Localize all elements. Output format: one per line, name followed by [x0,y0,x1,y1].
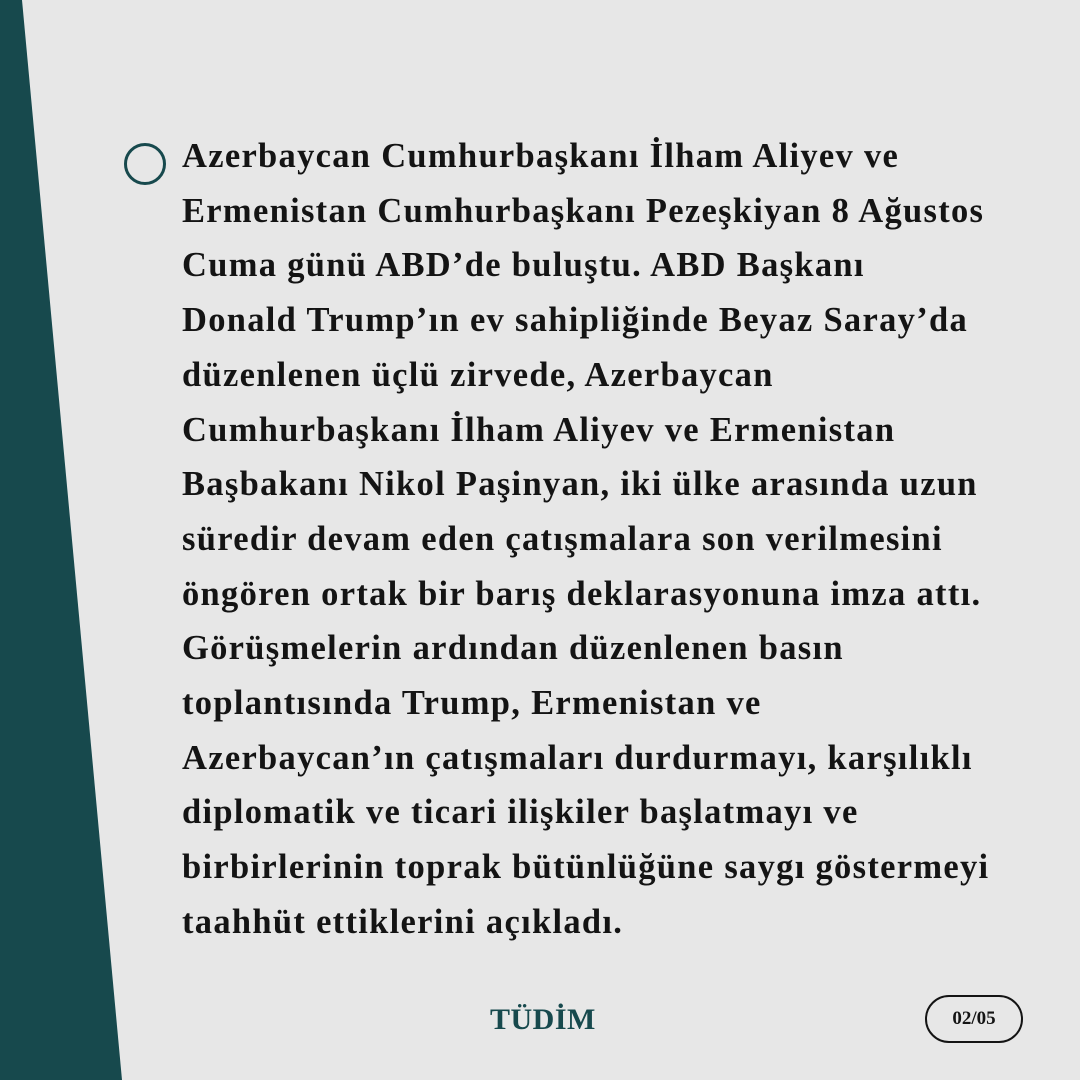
article-body: Azerbaycan Cumhurbaşkanı İlham Aliyev ve Ermenistan Cumhurbaşkanı Pezeşkiyan 8 Ağustos Cuma günü ABD’de buluştu. ABD Başkanı Donald Trump’ın ev sahipliğinde Beyaz Saray’da düzenlenen üçlü zirvede, Azerbaycan Cumhurbaşkanı İlham Aliyev ve Ermenistan Başbakanı Nikol Paşinyan, iki ülke arasında uzun süredir devam eden çatışmalara son verilmesini öngören ortak bir barış deklarasyonuna imza attı. Görüşmelerin ardından düzenlenen basın toplantısında Trump, Ermenistan ve Azerbaycan’ın çatışmaları durdurmayı, karşılıklı diplomatik ve ticari ilişkiler başlatmayı ve birbirlerinin toprak bütünlüğüne saygı göstermeyi taahhüt ettiklerini açıkladı. [182,137,990,941]
page-indicator [925,995,1023,1043]
brand-logo: TÜDİM [490,1003,596,1036]
circle-outline-icon [124,143,166,185]
page-indicator-label: 02/05 [952,1008,996,1029]
